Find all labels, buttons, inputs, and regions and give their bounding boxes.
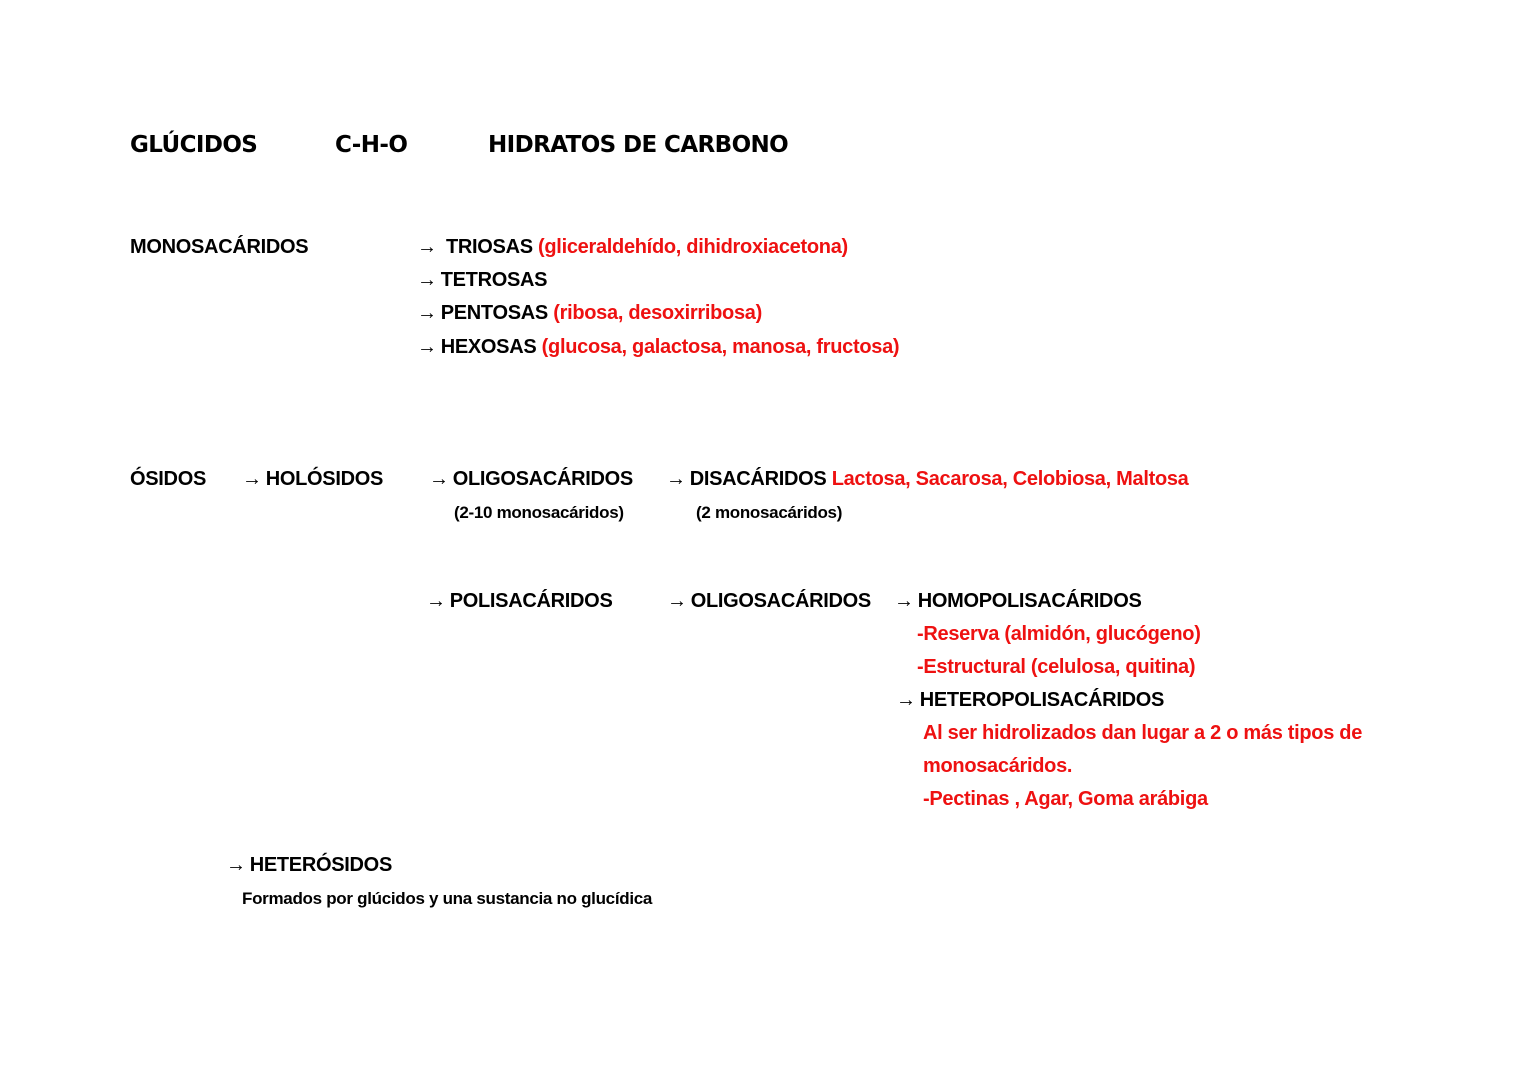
hetero-desc-line2: monosacáridos.	[923, 755, 1073, 777]
holosidos-item	[242, 468, 383, 491]
oligosacaridos-label: OLIGOSACÁRIDOS	[452, 468, 633, 490]
triosas-item	[417, 236, 848, 259]
disacaridos-note: (2 monosacáridos)	[696, 503, 843, 522]
heteropolisacaridos-label: HETEROPOLISACÁRIDOS	[919, 689, 1165, 711]
hetero-examples: -Pectinas , Agar, Goma arábiga	[923, 788, 1208, 810]
disacaridos-examples: Lactosa, Sacarosa, Celobiosa, Maltosa	[831, 468, 1189, 490]
hetero-desc-line1: Al ser hidrolizados dan lugar a 2 o más tipos de	[923, 722, 1363, 744]
arrow-icon: →	[896, 689, 916, 711]
osidos-label: ÓSIDOS	[130, 468, 206, 490]
arrow-icon: →	[666, 468, 686, 490]
heterosidos-item	[226, 854, 392, 877]
triosas-name: TRIOSAS	[445, 236, 533, 258]
hexosas-examples: (glucosa, galactosa, manosa, fructosa)	[541, 336, 900, 358]
hexosas-name: HEXOSAS	[440, 336, 537, 358]
arrow-icon: →	[667, 590, 687, 612]
homopolisacaridos-item	[894, 590, 1142, 613]
polisacaridos-label: POLISACÁRIDOS	[449, 590, 613, 612]
poli-oligosacaridos-label: OLIGOSACÁRIDOS	[690, 590, 871, 612]
heteropolisacaridos-item	[896, 689, 1164, 712]
heterosidos-label: HETERÓSIDOS	[249, 854, 392, 876]
homopolisacaridos-label: HOMOPOLISACÁRIDOS	[917, 590, 1142, 612]
holosidos-label: HOLÓSIDOS	[265, 468, 384, 490]
polisacaridos-item	[426, 590, 612, 613]
arrow-icon: →	[417, 269, 437, 291]
arrow-icon: →	[242, 468, 262, 490]
arrow-icon: →	[417, 336, 437, 358]
hexosas-item	[417, 336, 899, 359]
heterosidos-desc: Formados por glúcidos y una sustancia no glucídica	[242, 889, 653, 908]
oligosacaridos-item	[429, 468, 633, 491]
disacaridos-label: DISACÁRIDOS	[689, 468, 827, 490]
arrow-icon: →	[226, 854, 246, 876]
arrow-icon: →	[429, 468, 449, 490]
title-glucidos: GLÚCIDOS	[130, 132, 258, 158]
triosas-examples: (gliceraldehído, dihidroxiacetona)	[538, 236, 848, 258]
tetrosas-item	[417, 269, 547, 292]
arrow-icon: →	[426, 590, 446, 612]
oligosacaridos-note: (2-10 monosacáridos)	[454, 503, 624, 522]
homo-estructural: -Estructural (celulosa, quitina)	[917, 656, 1196, 678]
tetrosas-name: TETROSAS	[440, 269, 548, 291]
pentosas-name: PENTOSAS	[440, 302, 548, 324]
pentosas-item	[417, 302, 762, 325]
monosacaridos-label: MONOSACÁRIDOS	[130, 236, 309, 258]
arrow-icon: →	[417, 236, 437, 258]
arrow-icon: →	[894, 590, 914, 612]
title-hidratos: HIDRATOS DE CARBONO	[488, 132, 789, 158]
disacaridos-item	[666, 468, 1189, 491]
title-formula: C-H-O	[335, 132, 408, 158]
arrow-icon: →	[417, 302, 437, 324]
homo-reserva: -Reserva (almidón, glucógeno)	[917, 623, 1201, 645]
poli-oligosacaridos-item	[667, 590, 871, 613]
pentosas-examples: (ribosa, desoxirribosa)	[553, 302, 762, 324]
